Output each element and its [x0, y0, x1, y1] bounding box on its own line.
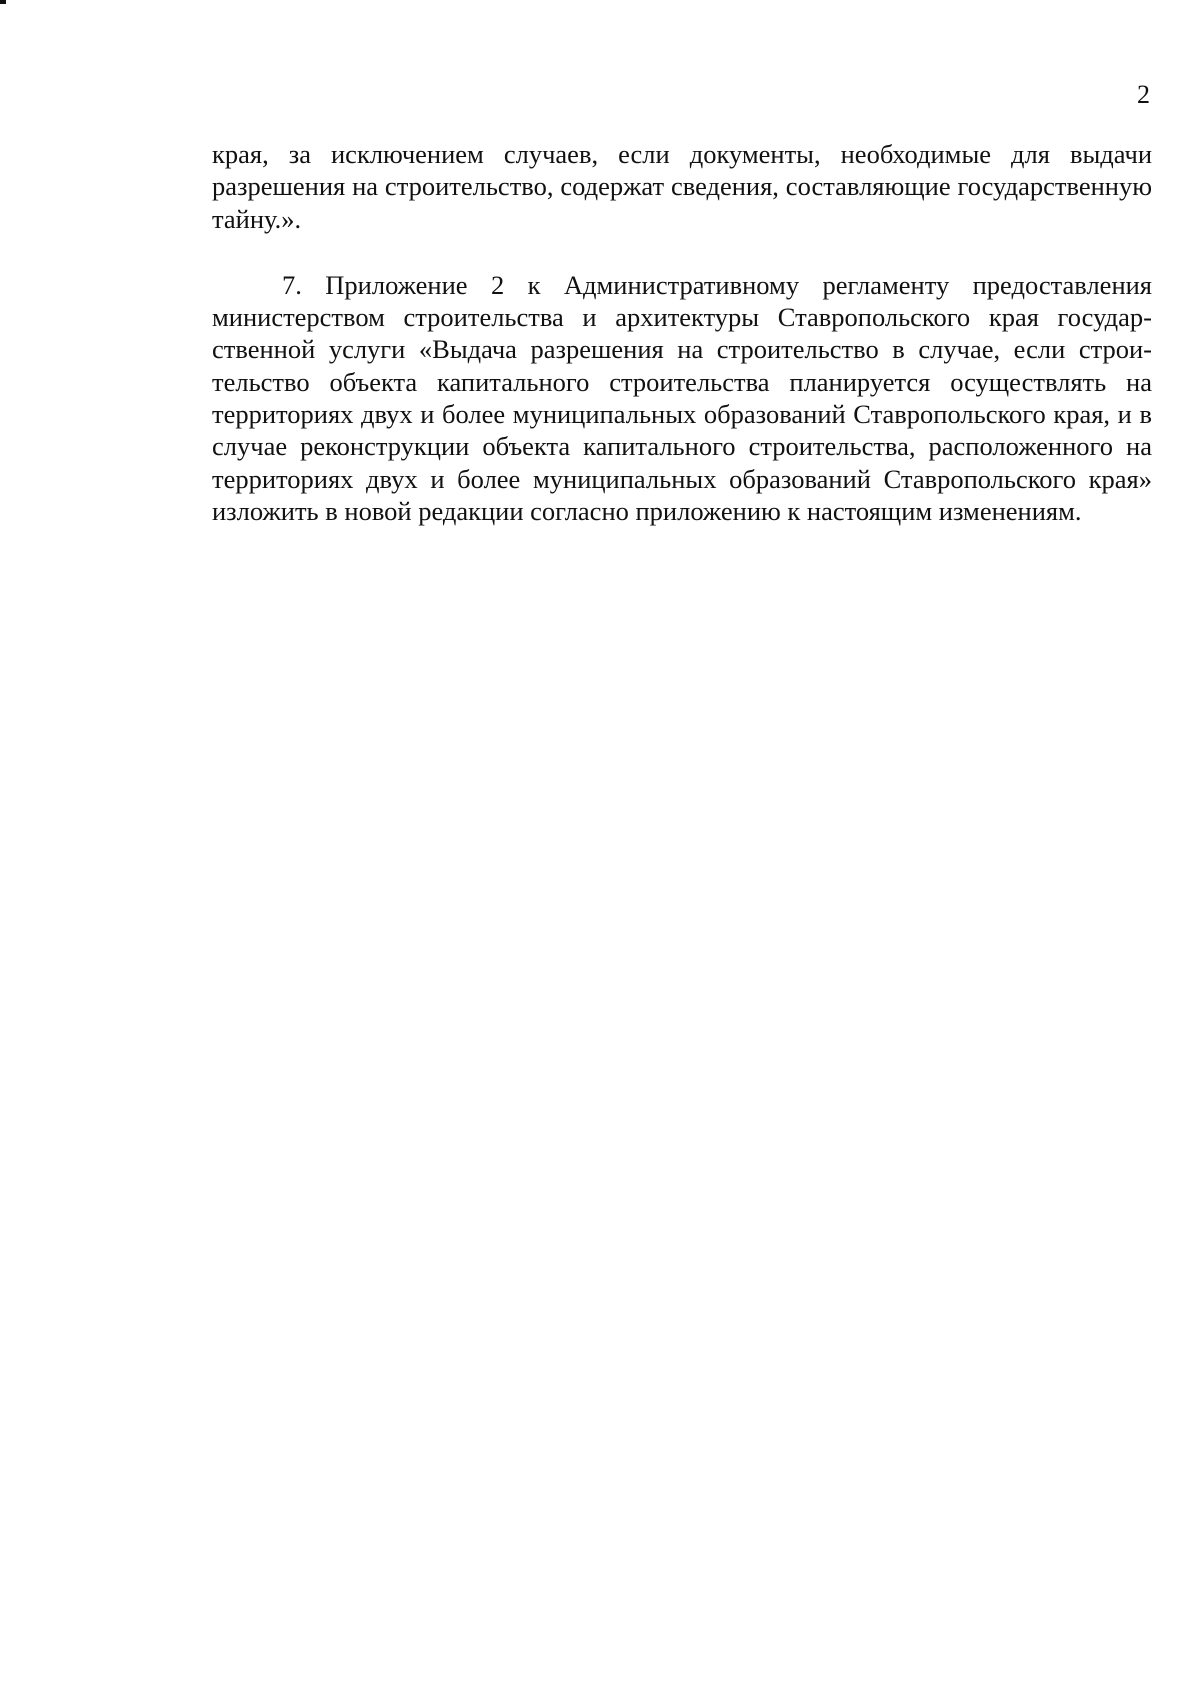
paragraph-item-7: 7. Приложение 2 к Административному регламенту предоставления министерством строительства и архитектуры Ставропольского края государственной услуги «Выдача разрешения на строительство в случае, если строительство объекта капитального строительства планируется осуществлять на территориях двух и более муниципальных образований Ставропольского края, и в случае реконструкции объекта капитального строительства, расположенного на территориях двух и более муниципальных образований Ставропольского края» изложить в новой редакции согласно приложению к настоящим изменениям.: [212, 269, 1152, 526]
document-body: [212, 138, 1152, 527]
paragraph-continuation: края, за исключением случаев, если документы, необходимые для выдачи разрешения на строительство, содержат сведения, составляющие государственную тайну.».: [212, 139, 1152, 234]
scan-mark: [0, 0, 6, 4]
page-number: 2: [1137, 80, 1150, 109]
